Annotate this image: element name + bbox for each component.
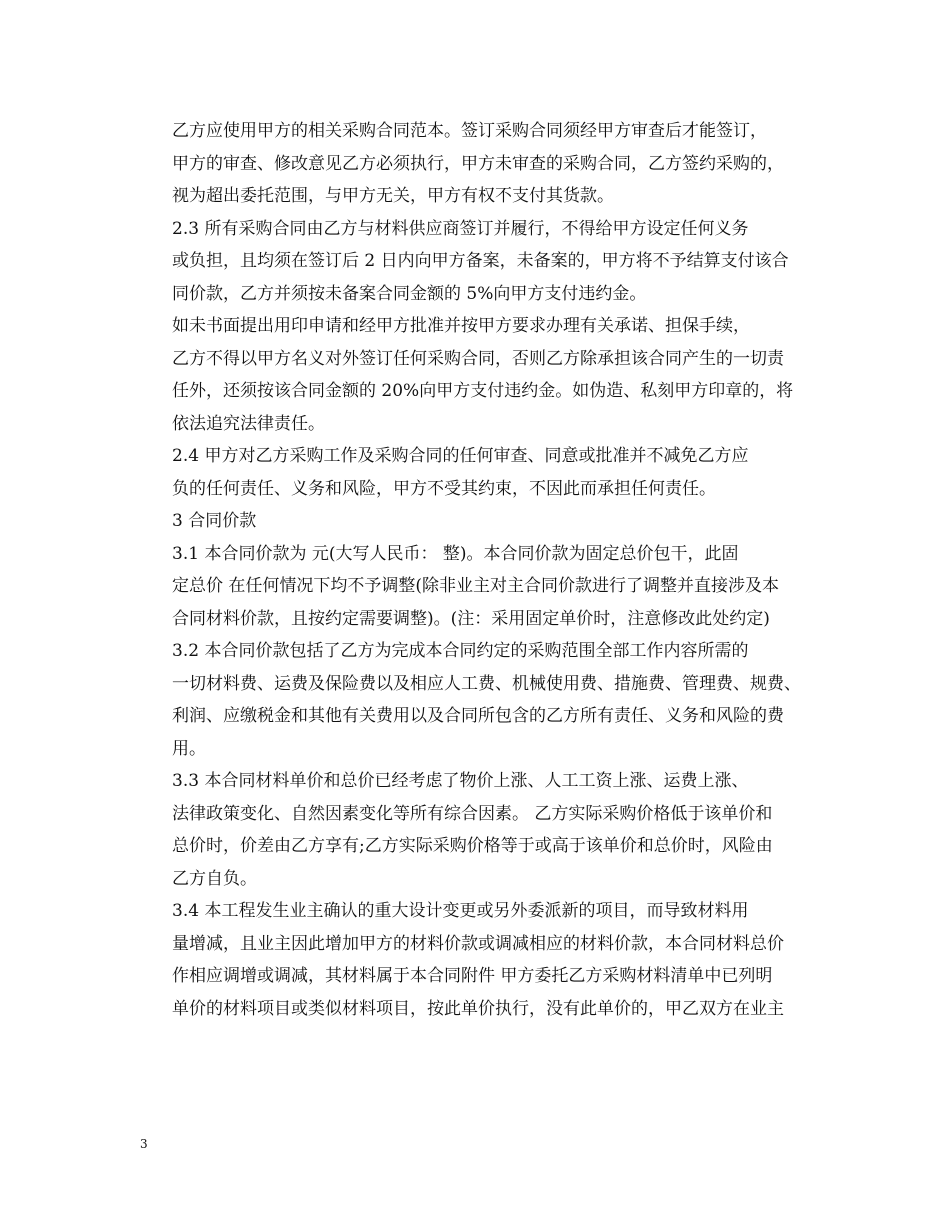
- text-line: 3.2 本合同价款包括了乙方为完成本合同约定的采购范围全部工作内容所需的: [172, 641, 749, 661]
- text-line: 用。: [172, 738, 206, 759]
- text-line: 总价时，价差由乙方享有;乙方实际采购价格等于或高于该单价和总价时，风险由: [172, 836, 773, 856]
- text-line: 如未书面提出用印申请和经甲方批准并按甲方要求办理有关承诺、担保手续，: [172, 316, 750, 336]
- paragraph: [138, 505, 820, 538]
- paragraph: [138, 765, 820, 895]
- paragraph: [138, 538, 820, 636]
- text-line: 作相应调增或调减，其材料属于本合同附件 甲方委托乙方采购材料清单中已列明: [172, 966, 773, 986]
- paragraph: [138, 115, 820, 213]
- text-line: 2.3 所有采购合同由乙方与材料供应商签订并履行，不得给甲方设定任何义务: [172, 218, 749, 239]
- text-line: 量增减，且业主因此增加甲方的材料价款或调减相应的材料价款，本合同材料总价: [172, 933, 784, 954]
- text-line: 3.1 本合同价款为 元(大写人民币： 整)。本合同价款为固定总价包干，此固: [172, 543, 739, 564]
- text-line: 2.4 甲方对乙方采购工作及采购合同的任何审查、同意或批准并不减免乙方应: [172, 446, 749, 466]
- text-line: 3 合同价款: [172, 511, 257, 531]
- text-line: 负的任何责任、义务和风险，甲方不受其约束，不因此而承担任何责任。: [172, 478, 716, 499]
- paragraph: [138, 440, 820, 505]
- text-line: 甲方的审查、修改意见乙方必须执行，甲方未审查的采购合同，乙方签约采购的，: [172, 153, 784, 174]
- text-line: 法律政策变化、自然因素变化等所有综合因素。 乙方实际采购价格低于该单价和: [172, 803, 773, 824]
- paragraph: [138, 895, 820, 1025]
- text-line: 任外，还须按该合同金额的 20%向甲方支付违约金。如伪造、私刻甲方印章的，将: [172, 381, 794, 401]
- text-line: 乙方自负。: [172, 868, 257, 889]
- text-line: 或负担，且均须在签订后 2 日内向甲方备案，未备案的，甲方将不予结算支付该合: [172, 251, 789, 271]
- paragraph: [138, 635, 820, 765]
- text-line: 3.3 本合同材料单价和总价已经考虑了物价上涨、人工工资上涨、运费上涨、: [172, 771, 749, 791]
- document-body: [138, 115, 820, 1025]
- text-line: 依法追究法律责任。: [172, 413, 325, 434]
- text-line: 合同材料价款，且按约定需要调整)。(注：采用固定单价时，注意修改此处约定): [172, 608, 770, 629]
- text-line: 利润、应缴税金和其他有关费用以及合同所包含的乙方所有责任、义务和风险的费: [172, 706, 784, 726]
- text-line: 视为超出委托范围，与甲方无关，甲方有权不支付其货款。: [172, 186, 614, 206]
- text-line: 乙方应使用甲方的相关采购合同范本。签订采购合同须经甲方审查后才能签订，: [172, 121, 767, 141]
- text-line: 同价款，乙方并须按未备案合同金额的 5%向甲方支付违约金。: [172, 283, 647, 304]
- page-number: 3: [140, 1137, 148, 1151]
- paragraph: [138, 213, 820, 311]
- text-line: 单价的材料项目或类似材料项目，按此单价执行，没有此单价的，甲乙双方在业主: [172, 998, 784, 1019]
- text-line: 一切材料费、运费及保险费以及相应人工费、机械使用费、措施费、管理费、规费、: [172, 673, 801, 694]
- text-line: 3.4 本工程发生业主确认的重大设计变更或另外委派新的项目，而导致材料用: [172, 901, 749, 921]
- text-line: 乙方不得以甲方名义对外签订任何采购合同，否则乙方除承担该合同产生的一切责: [172, 348, 784, 369]
- text-line: 定总价 在任何情况下均不予调整(除非业主对主合同价款进行了调整并直接涉及本: [172, 576, 780, 596]
- paragraph: [138, 310, 820, 440]
